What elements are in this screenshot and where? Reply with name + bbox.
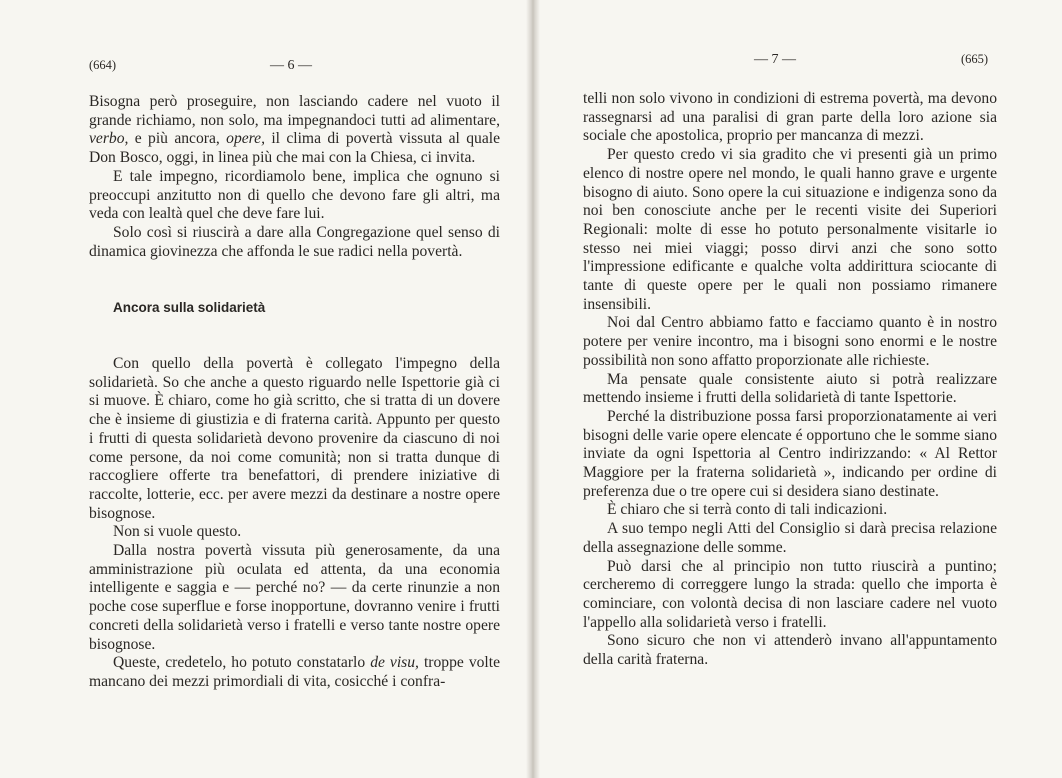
paragraph: È chiaro che si terrà conto di tali indicazioni. [607, 501, 888, 519]
paragraph: Ma pensate quale consistente aiuto si potrà realizzare mettendo insieme i frutti della solidarietà di tante Ispettorie. [583, 370, 997, 407]
paragraph: Può darsi che al principio non tutto riuscirà a puntino; cercheremo di correggere lungo la strada: quello che importa è cominciare, con volontà decisa di non lasciare cadere nel vuoto l'appello alla solidarietà verso i fratelli. [583, 557, 997, 631]
paragraph: Dalla nostra povertà vissuta più generosamente, da una amministrazione più oculata ed attenta, da una economia intelligente e saggia e — perché no? — da certe rinunzie a non poche cose superflue e forse inopportune, dovranno venire i frutti concreti della solidarietà verso i fratelli e verso tante nostre opere bisognose. [89, 542, 500, 653]
paragraph: A suo tempo negli Atti del Consiglio si darà precisa relazione della assegnazione delle somme. [583, 520, 997, 556]
folio-right: — 7 — [754, 52, 796, 67]
paragraph: Sono sicuro che non vi attenderò invano all'appuntamento della carità fraterna. [583, 632, 997, 669]
folio-left: — 6 — [270, 58, 312, 73]
book-gutter [526, 0, 540, 778]
page-number-left: (664) [89, 58, 117, 72]
paragraph: Noi dal Centro abbiamo fatto e facciamo quanto è in nostro potere per venire incontro, ma i bisogni sono enormi e le nostre possibilità non sono affatto proporzionate alle richieste. [583, 314, 997, 369]
paragraph: Solo così si riuscirà a dare alla Congregazione quel senso di dinamica giovinezza che affonda le sue radici nella povertà. [89, 223, 500, 260]
paragraph: Perché la distribuzione possa farsi proporzionatamente ai veri bisogni delle varie opere elencate é opportuno che le somme siano inviate da ogni Ispettoria al Centro indirizzando: « Al Rettor Maggiore per la fraterna solidarietà », indicando per ordine di preferenza due o tre opere cui si desidera siano destinate. [583, 407, 997, 500]
paragraph: Non si vuole questo. [113, 523, 242, 541]
right-page-text [583, 90, 997, 670]
paragraph: telli non solo vivono in condizioni di estrema povertà, ma devono rassegnarsi ad una paralisi di gran parte della loro azione sia sociale che apostolica, proprio per mancanza di mezzi. [583, 90, 997, 145]
page-number-right: (665) [961, 52, 989, 66]
section-heading: Ancora sulla solidarietà [113, 300, 266, 316]
paragraph: Queste, credetelo, ho potuto constatarlo de visu, troppe volte mancano dei mezzi primordiali di vita, cosicché i confra- [89, 654, 501, 690]
right-page [531, 0, 1062, 778]
paragraph: Per questo credo vi sia gradito che vi presenti già un primo elenco di nostre opere nel mondo, le quali hanno grave e urgente bisogno di aiuto. Sono opere la cui situazione e indigenza sono da noi ben conosciute anche per le recenti visite dei Superiori Regionali: molte di esse ho potuto personalmente visitarle io stesso nei miei viaggi; posso dirvi anzi che sono sotto l'impressione edificante e qualche volta addirittura sciocante di tante di queste opere per le quali non possiamo rimanere insensibili. [583, 146, 997, 313]
paragraph: E tale impegno, ricordiamolo bene, implica che ognuno si preoccupi anzitutto non di quello che devono fare gli altri, ma veda con lealtà quel che deve fare lui. [89, 167, 500, 223]
left-page-text [89, 93, 500, 692]
paragraph: Bisogna però proseguire, non lasciando cadere nel vuoto il grande richiamo, non solo, ma impegnandoci tutti ad alimentare, verbo, e più ancora, opere, il clima di povertà vissuta al quale Don Bosco, oggi, in linea più che mai con la Chiesa, ci invita. [89, 93, 500, 167]
paragraph: Con quello della povertà è collegato l'impegno della solidarietà. So che anche a questo riguardo nelle Ispettorie già ci si muove. È chiaro, come ho già scritto, che si tratta di un dovere che è insieme di giustizia e di fraterna carità. Appunto per questo i frutti di questa solidarietà devono provenire da ciascuno di noi come persone, da noi come comunità; non si tratta dunque di raccogliere offerte tra benefattori, di prendere iniziative di raccolte, lotterie, ecc. per avere mezzi da destinare a nostre opere bisognose. [89, 355, 500, 522]
